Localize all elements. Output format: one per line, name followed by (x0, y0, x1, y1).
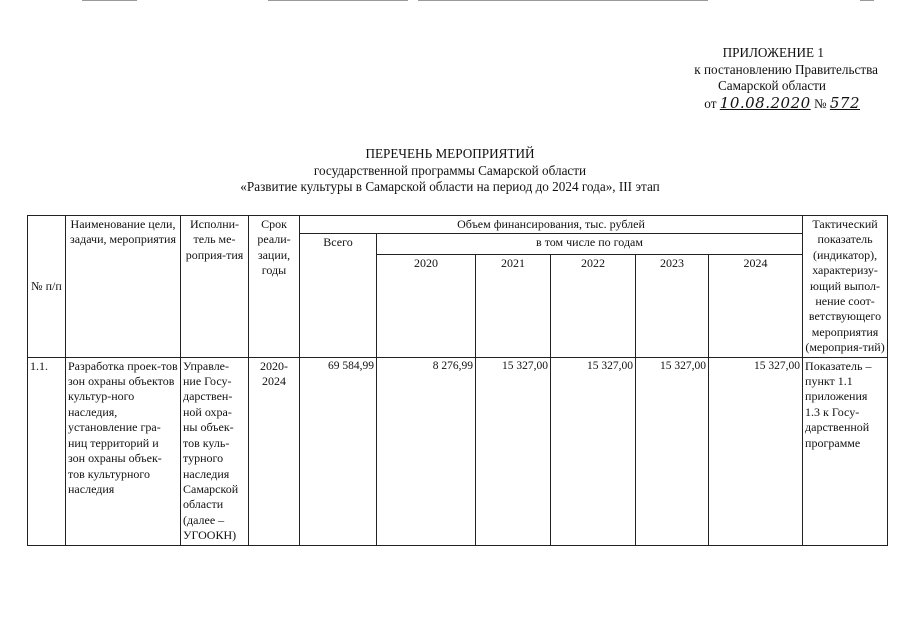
scan-line-3 (418, 0, 708, 1)
row-indicator: Показатель – пункт 1.1 приложения 1.3 к Госу-дарственной программе (803, 357, 888, 545)
appendix-title: ПРИЛОЖЕНИЕ 1 (722, 45, 824, 60)
handwritten-date: 10.08.2020 (719, 93, 811, 112)
table-row (28, 357, 888, 545)
row-2023: 15 327,00 (636, 357, 709, 545)
col-header-by-years: в том числе по годам (377, 234, 803, 254)
title-line-3: «Развитие культуры в Самарской области на период до 2024 года», III этап (240, 179, 660, 195)
col-header-year-2021: 2021 (476, 254, 551, 357)
scan-line-2 (268, 0, 408, 1)
col-header-indicator: Тактический показатель (индикатор), характеризу-ющий выпол-нение соот-ветствующего мероприятия (мероприя-тий) (803, 216, 888, 358)
appendix-resolution: к постановлению Правительства (694, 61, 878, 77)
title-line-1: ПЕРЕЧЕНЬ МЕРОПРИЯТИЙ (365, 146, 535, 161)
number-label: № (813, 95, 827, 111)
scan-line-1 (82, 0, 137, 1)
document-title (120, 146, 780, 196)
col-header-name: Наименование цели, задачи, мероприятия (66, 216, 181, 358)
row-total: 69 584,99 (300, 357, 377, 545)
row-executor: Управле-ние Госу-дарствен-ной охра-ны объек-тов куль-турного наследия Самарской области (далее – УГООКН) (181, 357, 249, 545)
scan-line-4 (860, 0, 874, 1)
col-header-financing: Объем финансирования, тыс. рублей (300, 216, 803, 234)
row-num: 1.1. (28, 357, 66, 545)
col-header-year-2022: 2022 (551, 254, 636, 357)
title-line-2: государственной программы Самарской области (313, 162, 587, 178)
row-2021: 15 327,00 (476, 357, 551, 545)
appendix-header (618, 45, 878, 112)
handwritten-number: 572 (829, 93, 860, 112)
row-2022: 15 327,00 (551, 357, 636, 545)
appendix-region: Самарской области (718, 78, 826, 94)
col-header-year-2024: 2024 (709, 254, 803, 357)
measures-table (27, 215, 888, 546)
col-header-total: Всего (300, 234, 377, 357)
col-header-num: № п/п (28, 216, 66, 358)
row-term: 2020-2024 (249, 357, 300, 545)
row-2020: 8 276,99 (377, 357, 476, 545)
col-header-year-2020: 2020 (377, 254, 476, 357)
header-row-1 (28, 216, 888, 234)
row-2024: 15 327,00 (709, 357, 803, 545)
col-header-executor: Исполни-тель ме-роприя-тия (181, 216, 249, 358)
from-label: от (704, 95, 717, 111)
col-header-term: Срок реали-зации, годы (249, 216, 300, 358)
row-name: Разработка проек-тов зон охраны объектов культур-ного наследия, установление гра-ниц территорий и зон охраны объек-тов культурного наследия (66, 357, 181, 545)
appendix-date-number (618, 95, 878, 113)
col-header-year-2023: 2023 (636, 254, 709, 357)
